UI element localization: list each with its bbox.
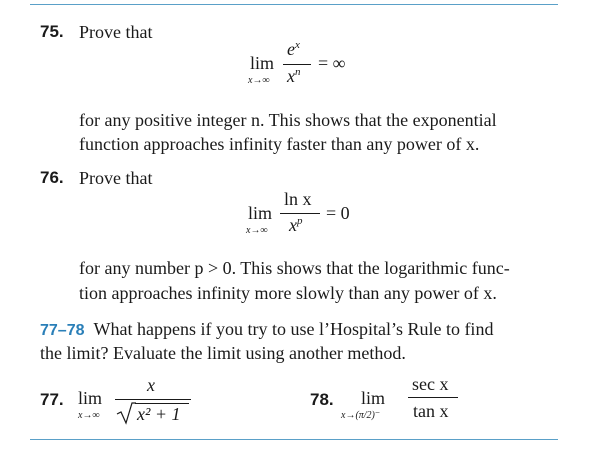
- lim-operator: lim: [250, 53, 275, 73]
- fraction-bar: [408, 397, 458, 398]
- lim-subscript: x→∞: [78, 410, 100, 421]
- problem-lead: Prove that: [79, 22, 153, 42]
- problem-number: 76.: [40, 168, 64, 187]
- fraction-bar: [283, 64, 311, 65]
- group-heading-line-1: 77–78 What happens if you try to use l’Hospital’s Rule to find: [40, 319, 494, 339]
- lim-subscript: x→∞: [248, 75, 270, 86]
- top-rule: [30, 4, 558, 5]
- denominator: $x^n$: [287, 66, 301, 86]
- body-line-1: for any number p > 0. This shows that the logarithmic func-: [79, 258, 510, 278]
- denominator: tan x: [413, 401, 449, 421]
- limit-value: = ∞: [318, 53, 346, 73]
- problem-lead: Prove that: [79, 168, 153, 188]
- fraction-bar: [115, 399, 191, 400]
- fraction-bar: [280, 213, 320, 214]
- body-line-1: for any positive integer n. This shows that the exponential: [79, 110, 497, 130]
- denominator: x² + 1: [137, 404, 181, 424]
- limit-value: = 0: [326, 203, 350, 223]
- body-line-2: function approaches infinity faster than any power of x.: [79, 134, 480, 154]
- numerator: ln x: [284, 189, 312, 209]
- denominator: $x^p$: [289, 215, 303, 235]
- bottom-rule: [30, 439, 558, 440]
- numerator: $e^x$: [287, 39, 300, 59]
- group-range: 77–78: [40, 322, 85, 339]
- lim-subscript: x→(π/2)⁻: [341, 410, 381, 421]
- body-line-2: tion approaches infinity more slowly than any power of x.: [79, 283, 497, 303]
- lim-operator: lim: [361, 388, 386, 408]
- numerator: x: [147, 375, 155, 395]
- lim-operator: lim: [78, 388, 103, 408]
- numerator: sec x: [412, 374, 449, 394]
- group-heading-line-2: the limit? Evaluate the limit using another method.: [40, 343, 406, 363]
- problem-number: 75.: [40, 22, 64, 41]
- sqrt-radical-icon: [116, 401, 136, 425]
- problem-number: 77.: [40, 390, 64, 409]
- problem-number: 78.: [310, 390, 334, 409]
- lim-subscript: x→∞: [246, 225, 268, 236]
- lim-operator: lim: [248, 203, 273, 223]
